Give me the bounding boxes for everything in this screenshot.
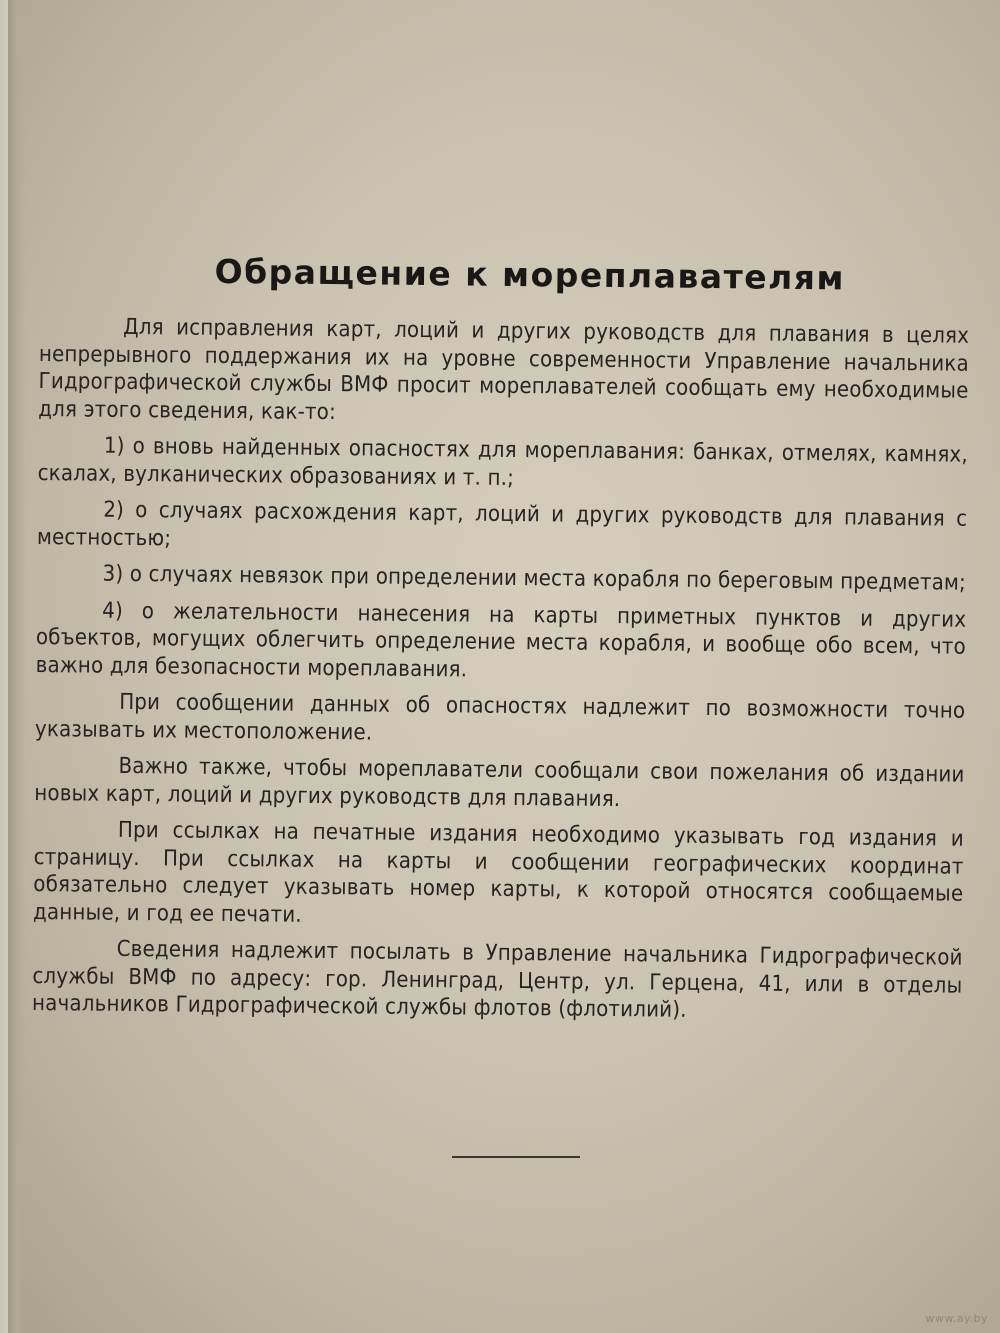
list-item-4: 4) о желательности нанесения на карты приметных пунктов и других объектов, могущих облегчить определение места корабля, и вообще обо всем, что важно для безопасности мореплавания. [35,598,967,682]
list-item-2: 2) о случаях расхождения карт, лоций и других руководств для плавания с местностью; [36,497,968,551]
list-item-3: 3) о случаях невязок при определении места корабля по береговым предметам; [102,561,967,596]
end-rule-divider [452,1156,580,1158]
page-edge [0,0,8,1333]
wishes-paragraph: Важно также, чтобы мореплаватели сообщали свои пожелания об издании новых карт, лоций и других руководств для плавания. [34,753,965,812]
dangers-paragraph: При сообщении данных об опасностях надлежит по возможности точно указывать их местоположение. [34,689,966,746]
references-paragraph: При ссылках на печатные издания необходимо указывать год издания и страницу. При ссылках на карты и сообщении географических координат обязательно следует указывать номер карты, к которой относятся сообщаемые данные, и год ее печати. [32,817,965,928]
intro-paragraph: Для исправления карт, лоций и других руководств для плавания в целях непрерывного поддержания их на уровне современности Управление начальника Гидрографической службы ВМФ просит мореплавателей сообщать ему необходимые для этого сведения, как-то: [38,314,970,425]
address-paragraph: Сведения надлежит посылать в Управление начальника Гидрографической службы ВМФ по адресу: гор. Ленинград, Центр, ул. Герцена, 41, или в отделы начальников Гидрографической службы флотов (флотилий). [31,936,963,1023]
watermark: www.ay.by [925,1312,988,1325]
page-title: Обращение к мореплавателям [214,251,846,298]
page-text-block [32,250,970,1036]
list-item-1: 1) о вновь найденных опасностях для мореплавания: банках, отмелях, камнях, скалах, вулканических образованиях и т. п.; [37,433,969,491]
